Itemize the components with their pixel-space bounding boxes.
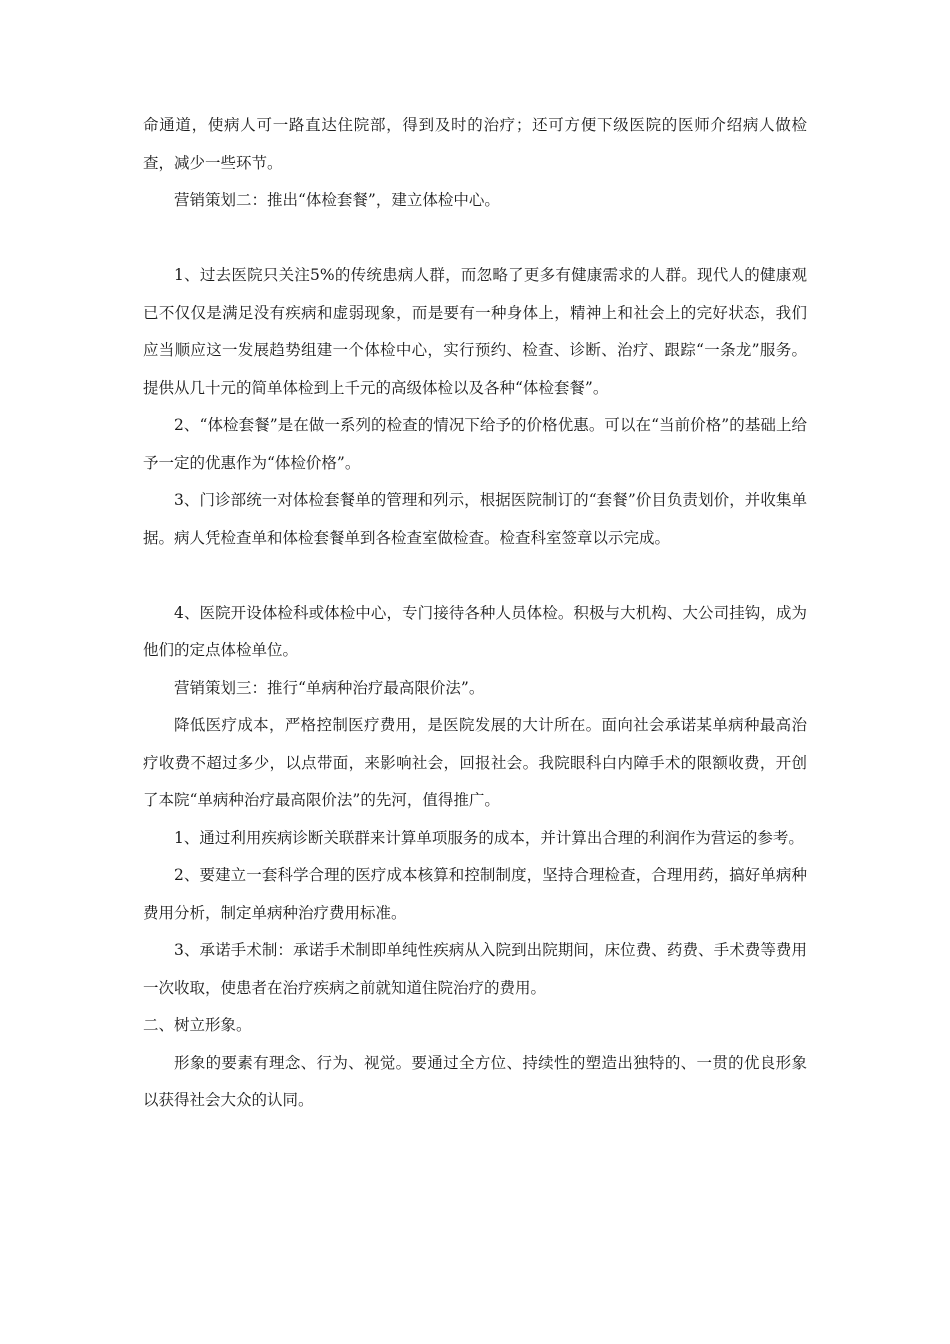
paragraph-plan-two-item-2: 2、“体检套餐”是在做一系列的检查的情况下给予的价格优惠。可以在“当前价格”的基础上给予一定的优惠作为“体检价格”。 [143,416,807,472]
heading-plan-three: 营销策划三：推行“单病种治疗最高限价法”。 [174,678,485,697]
heading-plan-two: 营销策划二：推出“体检套餐”，建立体检中心。 [174,191,500,209]
paragraph-plan-three-intro: 降低医疗成本，严格控制医疗费用，是医院发展的大计所在。面向社会承诺某单病种最高治疗收费不超过多少，以点带面，来影响社会，回报社会。我院眼科白内障手术的限额收费，开创了本院“单病种治疗最高限价法”的先河，值得推广。 [143,716,807,809]
paragraph-image-intro: 形象的要素有理念、行为、视觉。要通过全方位、持续性的塑造出独特的、一贯的优良形象以获得社会大众的认同。 [143,1053,807,1109]
paragraph-plan-three-item-3: 3、承诺手术制：承诺手术制即单纯性疾病从入院到出院期间，床位费、药费、手术费等费用一次收取，使患者在治疗疾病之前就知道住院治疗的费用。 [143,941,807,997]
paragraph-plan-three-item-2: 2、要建立一套科学合理的医疗成本核算和控制制度，坚持合理检查，合理用药，搞好单病种费用分析，制定单病种治疗费用标准。 [143,866,807,922]
document-body [143,107,807,1120]
paragraph-plan-two-item-4: 4、医院开设体检科或体检中心，专门接待各种人员体检。积极与大机构、大公司挂钩，成为他们的定点体检单位。 [143,603,807,659]
paragraph-continuation: 命通道，使病人可一路直达住院部，得到及时的治疗；还可方便下级医院的医师介绍病人做检查，减少一些环节。 [143,116,807,172]
section-heading-image: 二、树立形象。 [143,1016,252,1034]
paragraph-plan-two-item-1: 1、过去医院只关注5%的传统患病人群，而忽略了更多有健康需求的人群。现代人的健康观已不仅仅是满足没有疾病和虚弱现象，而是要有一种身体上，精神上和社会上的完好状态，我们应当顺应这一发展趋势组建一个体检中心，实行预约、检查、诊断、治疗、跟踪“一条龙”服务。提供从几十元的简单体检到上千元的高级体检以及各种“体检套餐”。 [143,266,807,397]
paragraph-plan-two-item-3: 3、门诊部统一对体检套餐单的管理和列示，根据医院制订的“套餐”价目负责划价，并收集单据。病人凭检查单和体检套餐单到各检查室做检查。检查科室签章以示完成。 [143,491,807,547]
paragraph-plan-three-item-1: 1、通过利用疾病诊断关联群来计算单项服务的成本，并计算出合理的利润作为营运的参考。 [174,828,804,847]
